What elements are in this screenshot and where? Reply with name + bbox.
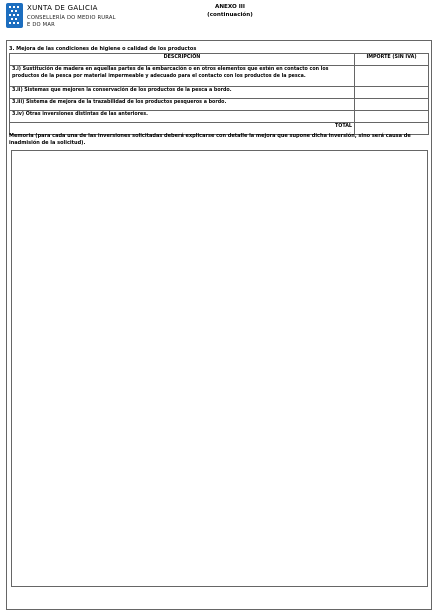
anexo-heading: [206, 3, 254, 19]
table-row: [10, 87, 429, 99]
row-description: 3.iii) Sistema de mejora de la trazabilidad de los productos pesqueros a bordo.: [10, 99, 355, 111]
table-header-row: [10, 54, 429, 66]
row-amount-field[interactable]: [355, 99, 429, 111]
header-amount: IMPORTE (SIN IVA): [355, 54, 429, 66]
anexo-title: ANEXO III: [215, 4, 245, 10]
org-title: XUNTA DE GALICIA: [27, 4, 98, 12]
org-department-cont: E DO MAR: [27, 22, 55, 28]
section-title: 3. Mejora de las condiciones de higiene o calidad de los productos: [9, 46, 197, 52]
row-amount-field[interactable]: [355, 87, 429, 99]
row-amount-field[interactable]: [355, 111, 429, 123]
row-description: 3.ii) Sistemas que mejoren la conservación de los productos de la pesca a bordo.: [10, 87, 355, 99]
header-description: DESCRIPCIÓN: [10, 54, 355, 66]
memoria-instructions: Memoria (para cada una de las inversiones solicitadas deberá explicarse con detalle la mejora que supone dicha inversión, sino será causa de inadmisión de la solicitud).: [9, 133, 411, 146]
row-amount-field[interactable]: [355, 66, 429, 87]
investments-table: [9, 53, 429, 135]
xunta-logo-icon: [6, 3, 23, 28]
org-department: CONSELLERÍA DO MEDIO RURAL: [27, 15, 116, 21]
row-description: 3.i) Sustitución de madera en aquellas partes de la embarcación o en otros elementos que estén en contacto con los productos de la pesca por material impermeable y adecuado para el contacto con los productos de la pesca.: [10, 66, 355, 87]
row-description: 3.iv) Otras inversiones distintas de las anteriores.: [10, 111, 355, 123]
table-row: [10, 66, 429, 87]
page-header: [6, 3, 433, 33]
memoria-textarea[interactable]: [11, 150, 428, 587]
anexo-subtitle: (continuación): [207, 12, 253, 18]
table-row: [10, 111, 429, 123]
table-row: [10, 99, 429, 111]
total-label: TOTAL: [10, 123, 355, 135]
